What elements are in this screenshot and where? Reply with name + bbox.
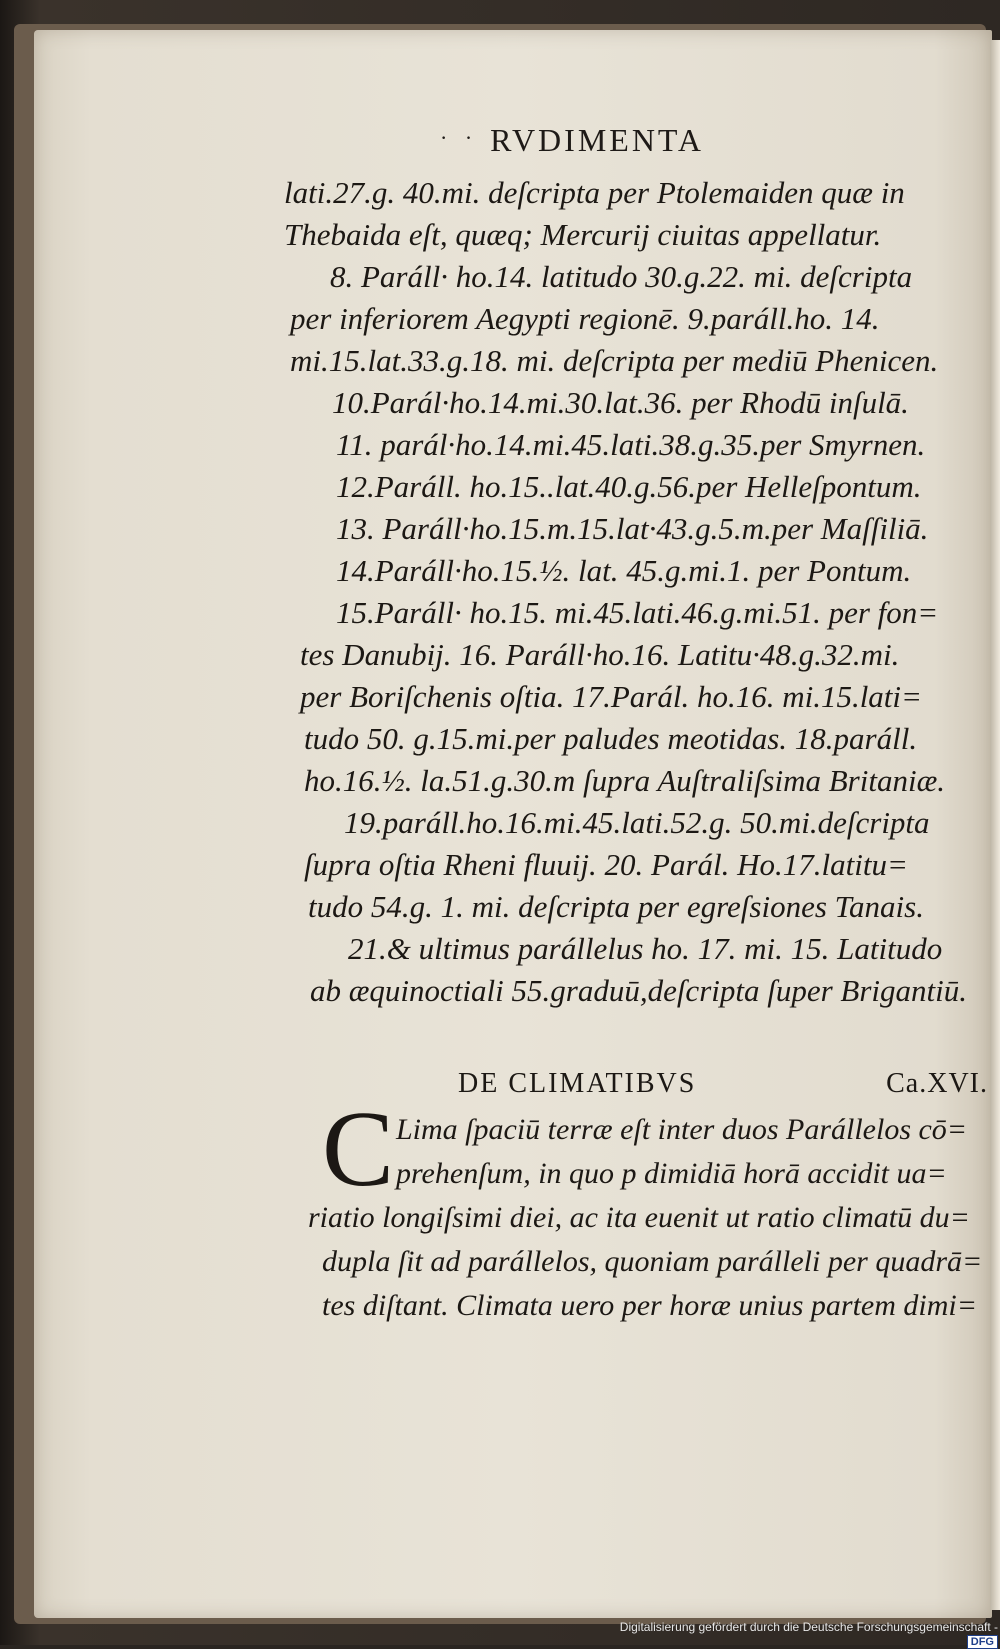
body-text xyxy=(284,172,986,1012)
text-line: ab æquinoctiali 55.graduū,deſcripta ſuper Brigantiū. xyxy=(310,973,968,1008)
text-line: prehenſum, in quo p dimidiā horā accidit ua= xyxy=(396,1157,947,1190)
text-line: 15.Paráll· ho.15. mi.45.lati.46.g.mi.51. per fon= xyxy=(336,595,939,630)
text-line: per inferiorem Aegypti regionē. 9.paráll.ho. 14. xyxy=(290,301,880,336)
text-line: 19.paráll.ho.16.mi.45.lati.52.g. 50.mi.deſcripta xyxy=(344,805,930,840)
text-line: per Boriſchenis oſtia. 17.Parál. ho.16. mi.15.lati= xyxy=(300,679,922,714)
text-line: 10.Parál·ho.14.mi.30.lat.36. per Rhodū inſulā. xyxy=(332,385,909,420)
text-line: 14.Paráll·ho.15.½. lat. 45.g.mi.1. per Pontum. xyxy=(336,553,912,588)
digitization-footer xyxy=(600,1620,998,1648)
text-line: dupla ſit ad parállelos, quoniam parálleli per quadrā= xyxy=(322,1245,983,1278)
text-line: 13. Paráll·ho.15.m.15.lat·43.g.5.m.per Maſſiliā. xyxy=(336,511,929,546)
text-line: tes diſtant. Climata uero per horæ unius partem dimi= xyxy=(322,1289,977,1322)
text-line: Thebaida eſt, quæq; Mercurij ciuitas appellatur. xyxy=(284,217,882,252)
text-line: 11. parál·ho.14.mi.45.lati.38.g.35.per Smyrnen. xyxy=(336,427,926,462)
chapter-text xyxy=(308,1108,992,1328)
text-line: 21.& ultimus parállelus ho. 17. mi. 15. Latitudo xyxy=(348,931,943,966)
text-line: ſupra oſtia Rheni fluuij. 20. Parál. Ho.17.latitu= xyxy=(304,847,908,882)
running-head xyxy=(440,122,800,159)
text-line: 12.Paráll. ho.15..lat.40.g.56.per Helleſpontum. xyxy=(336,469,922,504)
text-line: tudo 50. g.15.mi.per paludes meotidas. 18.paráll. xyxy=(304,721,918,756)
text-line: ho.16.½. la.51.g.30.m ſupra Auſtraliſsima Britaniæ. xyxy=(304,763,946,798)
text-line: riatio longiſsimi diei, ac ita euenit ut ratio climatū du= xyxy=(308,1201,970,1234)
running-head-text: RVDIMENTA xyxy=(490,122,705,158)
text-line: lati.27.g. 40.mi. deſcripta per Ptolemaiden quæ in xyxy=(284,175,905,210)
dfg-logo-icon: DFG xyxy=(967,1635,998,1649)
chapter-number: Ca.XVI. xyxy=(886,1068,988,1099)
text-line: tes Danubij. 16. Paráll·ho.16. Latitu·48.g.32.mi. xyxy=(300,637,900,672)
footer-text: Digitalisierung gefördert durch die Deutsche Forschungsgemeinschaft - xyxy=(619,1620,998,1634)
text-line: Lima ſpaciū terræ eſt inter duos Parállelos cō= xyxy=(396,1113,968,1146)
text-line: 8. Paráll· ho.14. latitudo 30.g.22. mi. deſcripta xyxy=(330,259,913,294)
text-line: tudo 54.g. 1. mi. deſcripta per egreſsiones Tanais. xyxy=(308,889,924,924)
page-edge xyxy=(990,40,1000,1610)
drop-cap-initial: C xyxy=(322,1090,395,1209)
chapter-title: DE CLIMATIBVS xyxy=(458,1068,697,1099)
text-line: mi.15.lat.33.g.18. mi. deſcripta per mediū Phenicen. xyxy=(290,343,939,378)
running-head-marks: · · xyxy=(440,125,479,150)
